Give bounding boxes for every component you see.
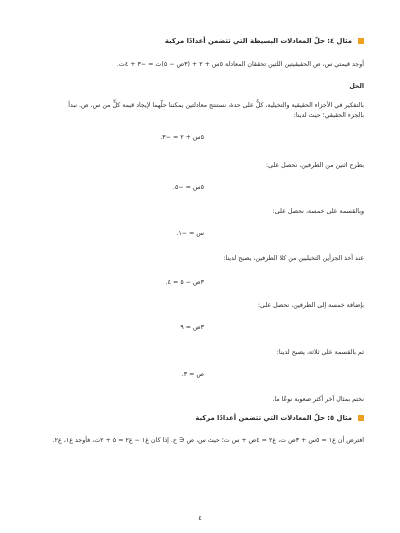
heading-square-icon <box>358 415 364 421</box>
solution-intro-line1: بالتفكير في الأجزاء الحقيقية والتخيلية، كلٌّ على حدة، نستنتج معادلتين يمكننا حلّهما لإيجاد قيمة كلٍّ من س، ص. نبدأ <box>68 102 364 109</box>
step-divide-three: ثم بالقسمة على ثلاثة، يصبح لدينا: <box>276 349 364 356</box>
example5-heading: مثال ٥: حلّ المعادلات التي تتضمن أعدادًا مركبة <box>30 414 364 423</box>
equation-4: ٣ص − ٥ = ٤. <box>165 279 204 286</box>
solution-label: الحل <box>349 83 364 90</box>
closing-text: نختم بمثال آخر أكثر صعوبة نوعًا ما. <box>272 396 364 403</box>
step-subtract: بطرح اثنين من الطرفين، نحصل على: <box>265 162 364 169</box>
equation-5: ٣ص = ٩ <box>180 324 204 331</box>
page-number: ٤ <box>198 514 202 522</box>
step-imaginary: عند أخذ الجزأين التخيليين من كلا الطرفين، يصبح لدينا: <box>223 255 364 262</box>
example5-problem: افترض أن ع١ = ٥س + ٣ص ت، ع٢ = ٤ص + س ت؛ حيث س، ص ∈ ح. إذا كان ع١ − ع٢ = ٥ + ٢ت، فأوجد ع١، ع٢. <box>52 437 364 444</box>
equation-2: ٥س = −٥. <box>172 184 204 191</box>
example4-heading: مثال ٤: حلّ المعادلات البسيطة التي تتضمن أعدادًا مركبة <box>30 37 364 46</box>
step-divide-five: وبالقسمة على خمسة، نحصل على: <box>272 208 364 215</box>
equation-1: ٥س + ٢ = −٣. <box>160 134 204 141</box>
step-add-five: بإضافة خمسة إلى الطرفين، نحصل على: <box>257 302 364 309</box>
solution-intro-line2: بالجزء الحقيقي؛ حيث لدينا: <box>293 112 364 119</box>
heading-square-icon <box>358 38 364 44</box>
equation-3: س = −١. <box>176 230 204 237</box>
example4-problem: أوجد قيمتي س، ص الحقيقيتين اللتين تحققان المعادلة ٥س + ٢ + (٣ص − ٥)ت = −٣ + ٤ت. <box>116 61 364 68</box>
equation-6: ص = ٣. <box>181 371 204 378</box>
